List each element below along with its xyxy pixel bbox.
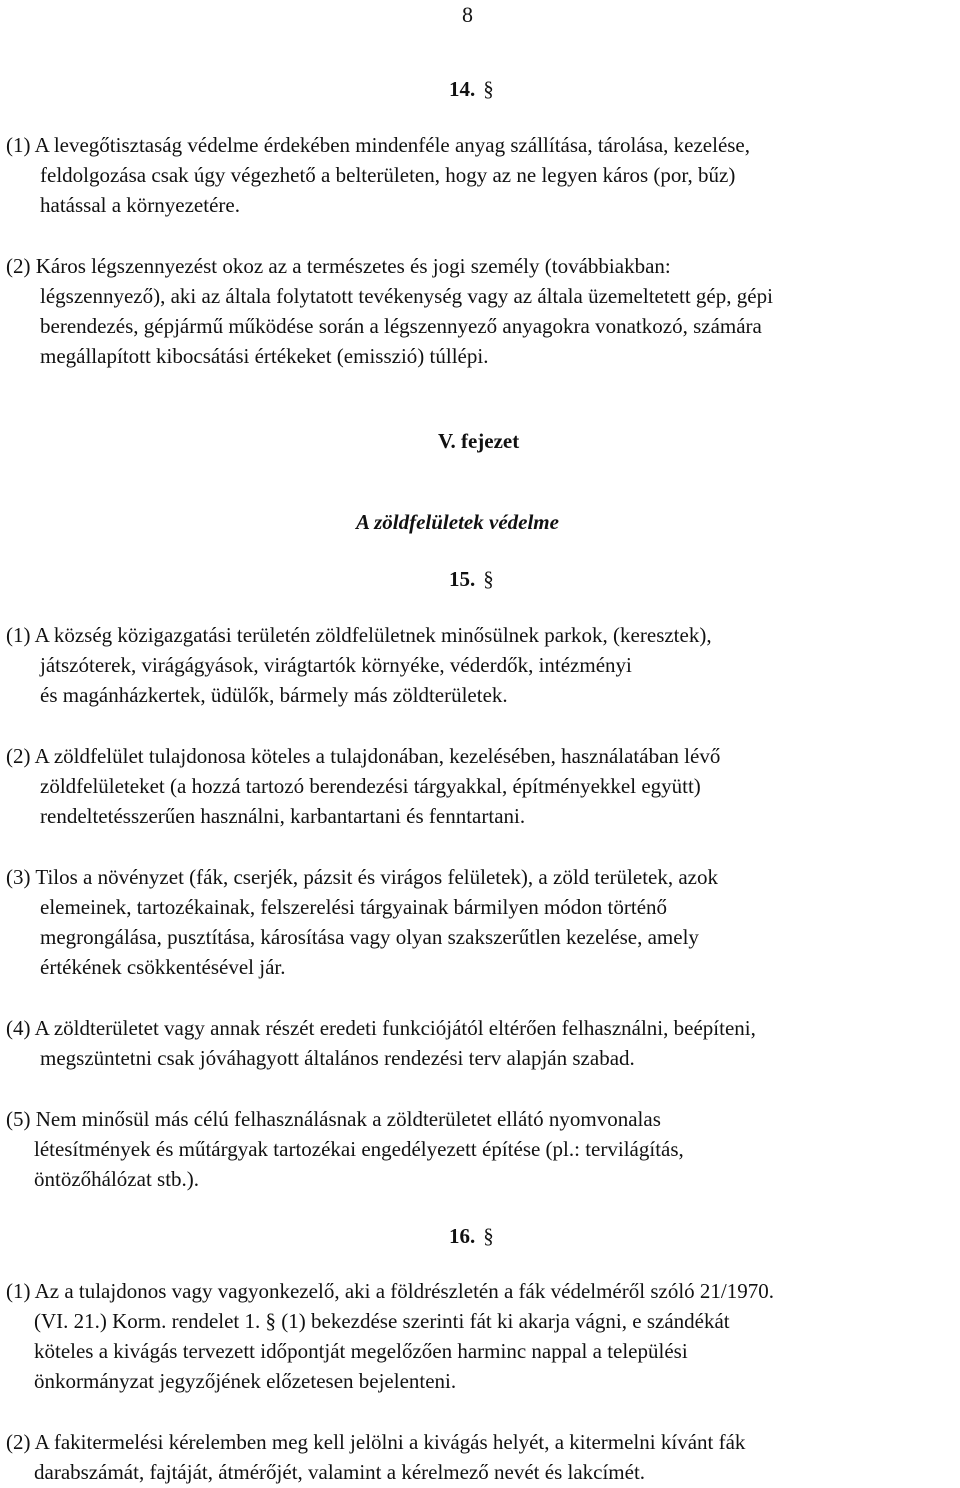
section-16-heading — [449, 1221, 494, 1251]
section-14-heading — [449, 74, 494, 104]
section-15-paragraph-4 — [6, 1013, 951, 1073]
text-line: megállapított kibocsátási értékeket (emisszió) túllépi. — [40, 344, 489, 368]
text-line: rendeltetésszerűen használni, karbantartani és fenntartani. — [40, 804, 526, 828]
section-sign: § — [483, 567, 494, 591]
text-line: (1) A község közigazgatási területén zöldfelületnek minősülnek parkok, (keresztek), — [6, 623, 712, 647]
text-line: darabszámát, fajtáját, átmérőjét, valamint a kérelmező nevét és lakcímét. — [34, 1460, 646, 1484]
text-line: feldolgozása csak úgy végezhető a belterületen, hogy az ne legyen káros (por, bűz) — [40, 163, 736, 187]
section-number: 14. — [449, 77, 476, 101]
text-line: (5) Nem minősül más célú felhasználásnak a zöldterületet ellátó nyomvonalas — [6, 1107, 661, 1131]
text-line: megrongálása, pusztítása, károsítása vagy olyan szakszerűtlen kezelése, amely — [40, 925, 699, 949]
chapter-title: V. fejezet — [438, 429, 520, 453]
text-line: öntözőhálózat stb.). — [34, 1167, 200, 1191]
section-15-paragraph-5 — [6, 1104, 951, 1194]
section-sign: § — [483, 1224, 494, 1248]
text-line: köteles a kivágás tervezett időpontját megelőzően harminc nappal a települési — [34, 1339, 688, 1363]
text-line: megszüntetni csak jóváhagyott általános rendezési terv alapján szabad. — [40, 1046, 635, 1070]
text-line: (3) Tilos a növényzet (fák, cserjék, pázsit és virágos felületek), a zöld területek, azok — [6, 865, 719, 889]
text-line: és magánházkertek, üdülők, bármely más zöldterületek. — [40, 683, 508, 707]
section-15-paragraph-2 — [6, 741, 951, 831]
chapter-subtitle: A zöldfelületek védelme — [356, 510, 559, 534]
text-line: (2) Káros légszennyezést okoz az a természetes és jogi személy (továbbiakban: — [6, 254, 671, 278]
text-line: elemeinek, tartozékainak, felszerelési tárgyainak bármilyen módon történő — [40, 895, 668, 919]
text-line: berendezés, gépjármű működése során a légszennyező anyagokra vonatkozó, számára — [40, 314, 762, 338]
text-line: (2) A fakitermelési kérelemben meg kell jelölni a kivágás helyét, a kitermelni kívánt fák — [6, 1430, 746, 1454]
section-16-paragraph-2 — [6, 1427, 951, 1487]
section-15-paragraph-3 — [6, 862, 951, 982]
text-line: (1) A levegőtisztaság védelme érdekében mindenféle anyag szállítása, tárolása, kezelése, — [6, 133, 751, 157]
text-line: (1) Az a tulajdonos vagy vagyonkezelő, aki a földrészletén a fák védelméről szóló 21/1970. — [6, 1279, 774, 1303]
text-line: értékének csökkentésével jár. — [40, 955, 286, 979]
text-line: (2) A zöldfelület tulajdonosa köteles a tulajdonában, kezelésében, használatában lévő — [6, 744, 721, 768]
text-line: létesítmények és műtárgyak tartozékai engedélyezett építése (pl.: tervilágítás, — [34, 1137, 684, 1161]
text-line: (VI. 21.) Korm. rendelet 1. § (1) bekezdése szerinti fát ki akarja vágni, e szándékát — [34, 1309, 730, 1333]
section-number: 15. — [449, 567, 476, 591]
text-line: önkormányzat jegyzőjének előzetesen bejelenteni. — [34, 1369, 457, 1393]
text-line: zöldfelületeket (a hozzá tartozó berendezési tárgyakkal, építményekkel együtt) — [40, 774, 701, 798]
text-line: játszóterek, virágágyások, virágtartók környéke, véderdők, intézményi — [40, 653, 632, 677]
page-number: 8 — [462, 2, 473, 27]
section-number: 16. — [449, 1224, 476, 1248]
section-15-heading — [449, 564, 494, 594]
section-14-paragraph-2 — [6, 251, 951, 371]
text-line: légszennyező), aki az általa folytatott tevékenység vagy az általa üzemeltetett gép, gépi — [40, 284, 773, 308]
text-line: (4) A zöldterületet vagy annak részét eredeti funkciójától eltérően felhasználni, beépíteni, — [6, 1016, 756, 1040]
section-sign: § — [483, 77, 494, 101]
section-16-paragraph-1 — [6, 1276, 951, 1396]
text-line: hatással a környezetére. — [40, 193, 240, 217]
section-14-paragraph-1 — [6, 130, 951, 220]
section-15-paragraph-1 — [6, 620, 951, 710]
